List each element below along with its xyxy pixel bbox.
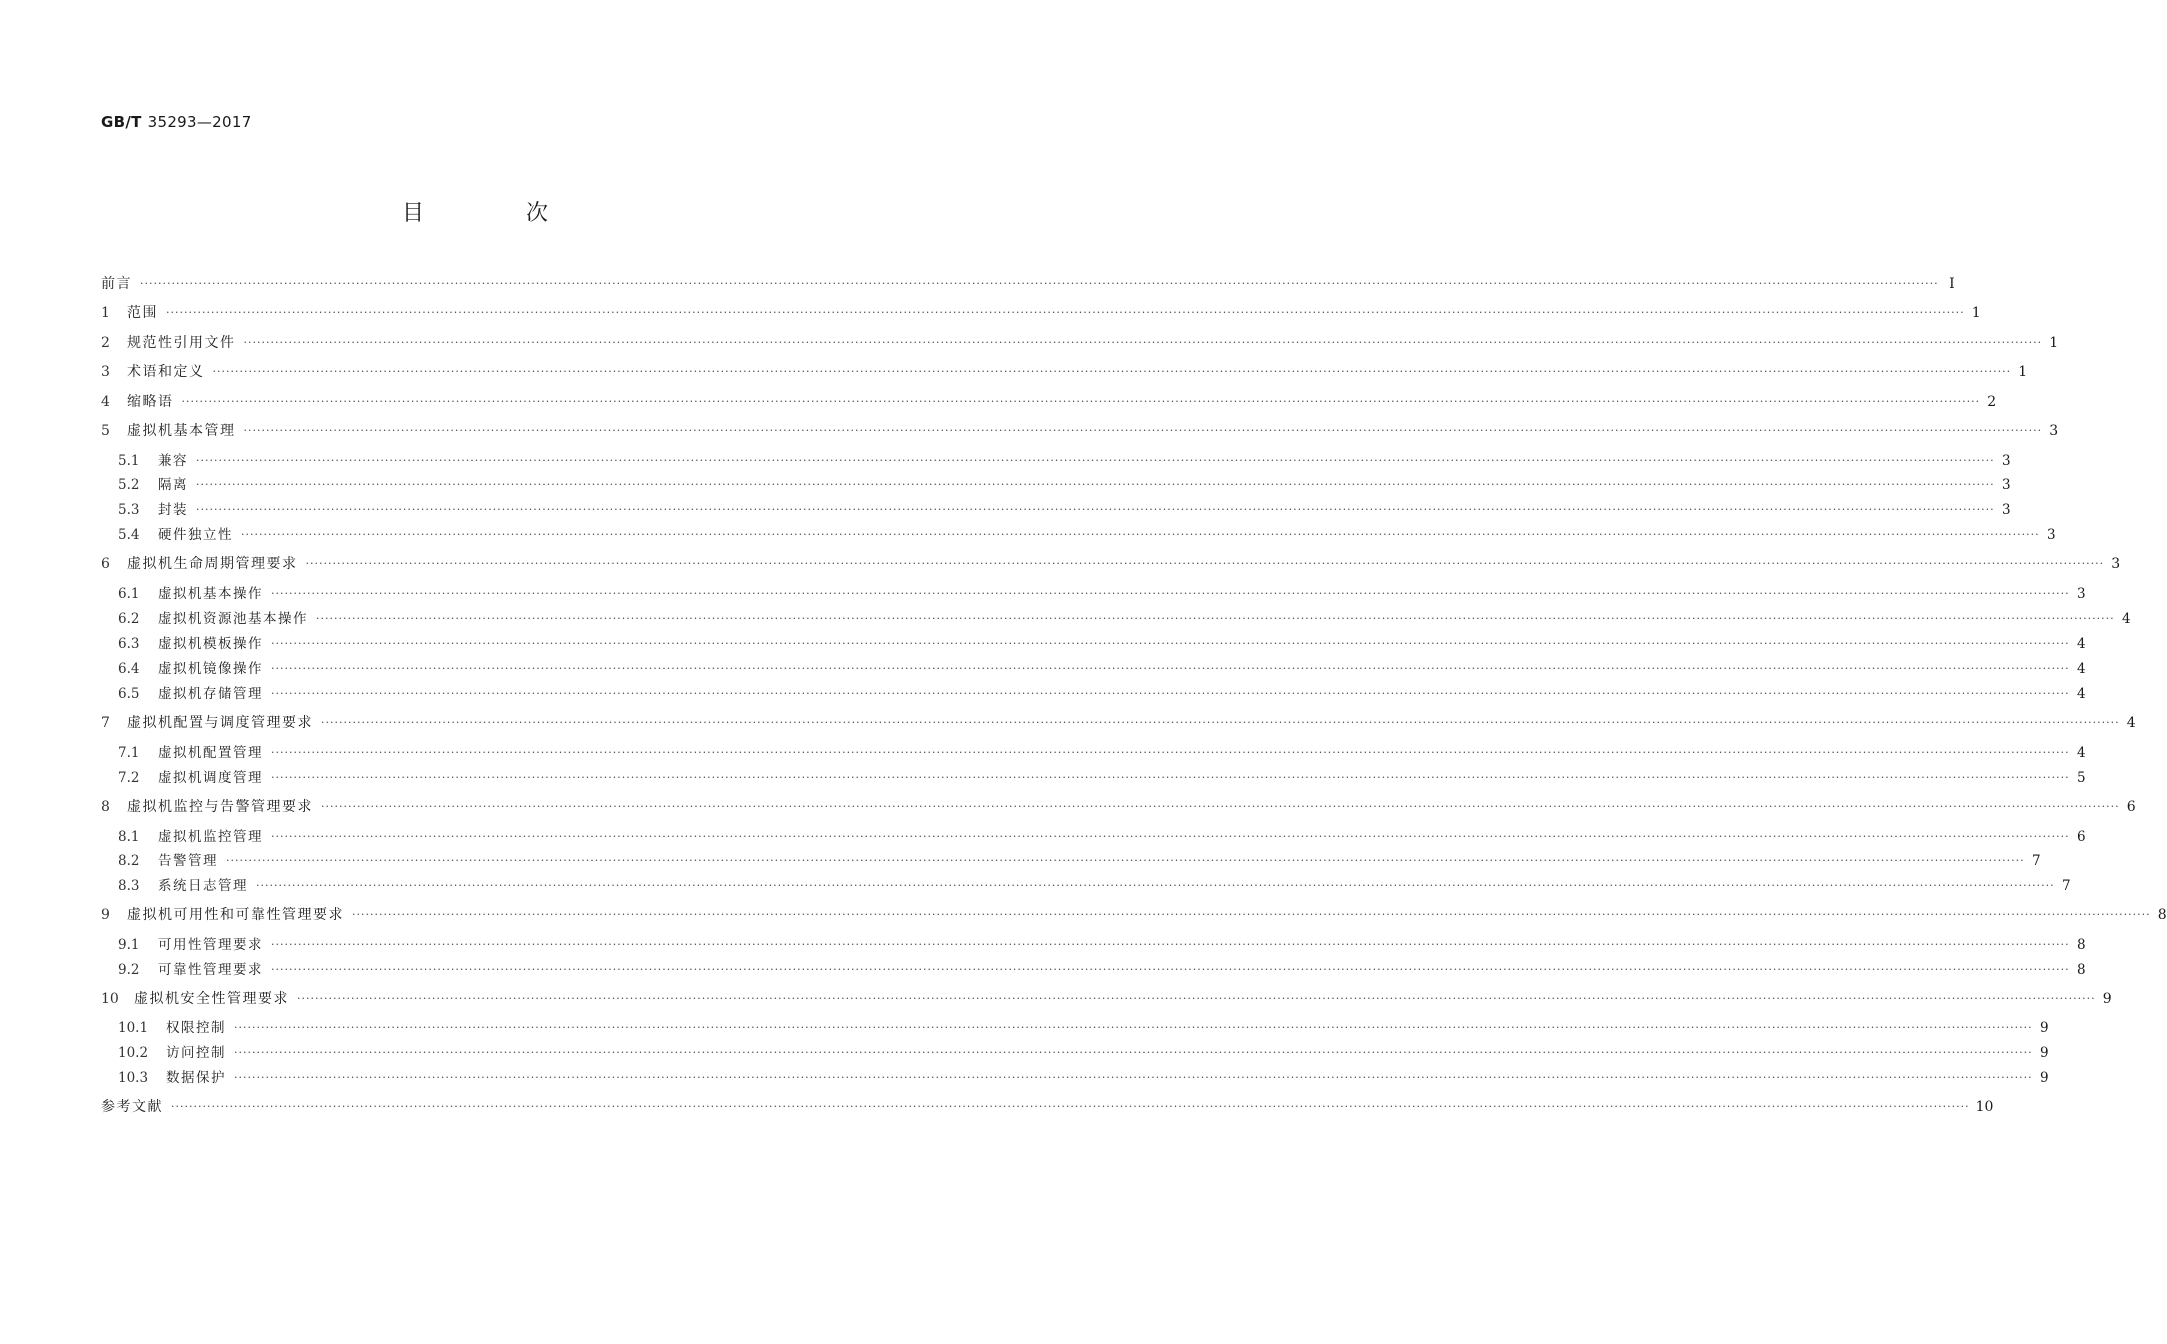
toc-page-number: 3 bbox=[2002, 453, 2011, 469]
toc-number: 1 bbox=[101, 305, 110, 321]
toc-number: 7.2 bbox=[118, 770, 140, 786]
toc-row[interactable] bbox=[101, 958, 2086, 982]
toc-row[interactable] bbox=[101, 552, 2121, 576]
toc-leader-dots: ················································································································································································································································································································································································································ bbox=[271, 687, 2070, 700]
toc-row[interactable] bbox=[101, 657, 2086, 681]
toc-page-number: 9 bbox=[2102, 991, 2112, 1007]
toc-row[interactable] bbox=[101, 874, 2071, 898]
document-code-number: 35293—2017 bbox=[147, 113, 252, 131]
toc-leader-dots: ················································································································································································································································································································································································································ bbox=[271, 587, 2070, 600]
toc-row[interactable] bbox=[101, 331, 2059, 355]
toc-number: 5.4 bbox=[118, 527, 140, 543]
toc-number: 6.5 bbox=[118, 686, 140, 702]
toc-label: 数据保护 bbox=[166, 1070, 226, 1086]
toc-label: 虚拟机安全性管理要求 bbox=[134, 991, 289, 1007]
toc-number: 8 bbox=[101, 799, 110, 815]
toc-number: 6.1 bbox=[118, 586, 140, 602]
toc-label: 硬件独立性 bbox=[158, 527, 233, 543]
toc-leader-dots: ················································································································································································································································································································································································································ bbox=[316, 612, 2115, 625]
toc-label: 虚拟机基本管理 bbox=[127, 423, 236, 439]
toc-page-number: 5 bbox=[2077, 770, 2086, 786]
toc-number: 2 bbox=[101, 335, 110, 351]
toc-leader-dots: ················································································································································································································································································································································································································ bbox=[271, 771, 2070, 784]
toc-row[interactable] bbox=[101, 419, 2059, 443]
toc-number: 8.3 bbox=[118, 878, 140, 894]
toc-leader-dots: ················································································································································································································································································································································································································ bbox=[271, 637, 2070, 650]
toc-leader-dots: ················································································································································································································································································································································································································ bbox=[234, 1046, 2033, 1059]
toc-page-number: 8 bbox=[2157, 907, 2167, 923]
toc-label: 可靠性管理要求 bbox=[158, 962, 263, 978]
toc-leader-dots: ················································································································································································································································································································································································································ bbox=[181, 395, 1981, 408]
toc-row[interactable] bbox=[101, 711, 2136, 735]
toc-page-number: 10 bbox=[1975, 1099, 1994, 1115]
toc-row[interactable] bbox=[101, 903, 2167, 927]
toc-row[interactable] bbox=[101, 607, 2131, 631]
document-code-prefix: GB/T bbox=[101, 113, 142, 131]
toc-page-number: 4 bbox=[2122, 611, 2131, 627]
toc-row[interactable] bbox=[101, 498, 2011, 522]
toc-number: 9.1 bbox=[118, 937, 140, 953]
toc-number: 9 bbox=[101, 907, 110, 923]
toc-row[interactable] bbox=[101, 987, 2112, 1011]
toc-number: 5.1 bbox=[118, 453, 140, 469]
toc-row[interactable] bbox=[101, 682, 2086, 706]
toc-number: 10.1 bbox=[118, 1020, 149, 1036]
toc-leader-dots: ················································································································································································································································································································································································································ bbox=[352, 908, 2151, 921]
toc-number: 6.2 bbox=[118, 611, 140, 627]
toc-label: 虚拟机模板操作 bbox=[158, 636, 263, 652]
toc-leader-dots: ················································································································································································································································································································································································································ bbox=[196, 503, 1995, 516]
toc-label: 隔离 bbox=[158, 477, 188, 493]
toc-label: 缩略语 bbox=[127, 394, 174, 410]
toc-leader-dots: ················································································································································································································································································································································································································ bbox=[226, 854, 2025, 867]
toc-row[interactable] bbox=[101, 741, 2086, 765]
toc-number: 5.2 bbox=[118, 477, 140, 493]
toc-leader-dots: ················································································································································································································································································································································································································ bbox=[212, 365, 2012, 378]
toc-row[interactable] bbox=[101, 390, 1997, 414]
toc-label: 虚拟机生命周期管理要求 bbox=[127, 556, 298, 572]
toc-leader-dots: ················································································································································································································································································································································································································ bbox=[305, 557, 2105, 570]
toc-number: 9.2 bbox=[118, 962, 140, 978]
toc-label: 虚拟机配置与调度管理要求 bbox=[127, 715, 313, 731]
toc-label: 虚拟机监控管理 bbox=[158, 829, 263, 845]
toc-page-number: 9 bbox=[2040, 1070, 2049, 1086]
toc-label: 虚拟机镜像操作 bbox=[158, 661, 263, 677]
toc-page-number: 3 bbox=[2002, 477, 2011, 493]
toc-number: 5 bbox=[101, 423, 110, 439]
toc-row[interactable] bbox=[101, 360, 2028, 384]
toc-page-number: 3 bbox=[2077, 586, 2086, 602]
toc-page-number: 3 bbox=[2047, 527, 2056, 543]
toc-row[interactable] bbox=[101, 301, 1981, 325]
toc-page-number: 2 bbox=[1987, 394, 1997, 410]
toc-page-number: 1 bbox=[2018, 364, 2028, 380]
toc-number: 6.4 bbox=[118, 661, 140, 677]
toc-page-number: 7 bbox=[2062, 878, 2071, 894]
toc-number: 5.3 bbox=[118, 502, 140, 518]
toc-number: 7.1 bbox=[118, 745, 140, 761]
toc-leader-dots: ················································································································································································································································································································································································································ bbox=[196, 478, 1995, 491]
toc-label: 访问控制 bbox=[166, 1045, 226, 1061]
toc-label: 可用性管理要求 bbox=[158, 937, 263, 953]
toc-leader-dots: ················································································································································································································································································································································································································ bbox=[243, 336, 2043, 349]
toc-page-number: 6 bbox=[2077, 829, 2086, 845]
toc-label: 兼容 bbox=[158, 453, 188, 469]
toc-row[interactable] bbox=[101, 449, 2011, 473]
toc-number: 8.1 bbox=[118, 829, 140, 845]
toc-label: 虚拟机配置管理 bbox=[158, 745, 263, 761]
toc-row[interactable] bbox=[101, 582, 2086, 606]
toc-page-number: Ⅰ bbox=[1949, 276, 1955, 292]
toc-number: 4 bbox=[101, 394, 110, 410]
toc-label: 虚拟机监控与告警管理要求 bbox=[127, 799, 313, 815]
toc-row[interactable] bbox=[101, 272, 1955, 296]
toc-label: 前言 bbox=[101, 276, 132, 292]
toc-leader-dots: ················································································································································································································································································································································································································ bbox=[140, 277, 1939, 290]
toc-leader-dots: ················································································································································································································································································································································································································ bbox=[271, 662, 2070, 675]
toc-page-number: 4 bbox=[2077, 745, 2086, 761]
toc-leader-dots: ················································································································································································································································································································································································································ bbox=[166, 306, 1965, 319]
toc-leader-dots: ················································································································································································································································································································································································································ bbox=[271, 963, 2070, 976]
toc-leader-dots: ················································································································································································································································································································································································································ bbox=[234, 1021, 2033, 1034]
toc-leader-dots: ················································································································································································································································································································································································································ bbox=[196, 454, 1995, 467]
toc-page-number: 3 bbox=[2002, 502, 2011, 518]
toc-leader-dots: ················································································································································································································································································································································································································ bbox=[297, 992, 2096, 1005]
toc-row[interactable] bbox=[101, 1066, 2049, 1090]
toc-label: 范围 bbox=[127, 305, 158, 321]
toc-page-number: 1 bbox=[2049, 335, 2059, 351]
toc-row[interactable] bbox=[101, 933, 2086, 957]
toc-number: 10 bbox=[101, 991, 119, 1007]
toc-page-number: 6 bbox=[2126, 799, 2136, 815]
toc-row[interactable] bbox=[101, 632, 2086, 656]
toc-number: 3 bbox=[101, 364, 110, 380]
toc-number: 10.2 bbox=[118, 1045, 149, 1061]
toc-number: 10.3 bbox=[118, 1070, 149, 1086]
toc-page-number: 4 bbox=[2077, 636, 2086, 652]
toc-page-number: 3 bbox=[2049, 423, 2059, 439]
toc-label: 虚拟机调度管理 bbox=[158, 770, 263, 786]
toc-label: 封装 bbox=[158, 502, 188, 518]
toc-page-number: 8 bbox=[2077, 937, 2086, 953]
toc-page-number: 7 bbox=[2032, 853, 2041, 869]
toc-leader-dots: ················································································································································································································································································································································································································ bbox=[271, 938, 2070, 951]
toc-page-number: 4 bbox=[2077, 686, 2086, 702]
toc-page-number: 4 bbox=[2077, 661, 2086, 677]
toc-label: 告警管理 bbox=[158, 853, 218, 869]
toc-number: 6.3 bbox=[118, 636, 140, 652]
toc-row[interactable] bbox=[101, 849, 2041, 873]
toc-label: 虚拟机基本操作 bbox=[158, 586, 263, 602]
toc-page-number: 8 bbox=[2077, 962, 2086, 978]
toc-label: 虚拟机存储管理 bbox=[158, 686, 263, 702]
toc-row[interactable] bbox=[101, 523, 2056, 547]
document-code bbox=[101, 113, 252, 131]
page-title: 目 次 bbox=[401, 201, 588, 226]
toc-number: 6 bbox=[101, 556, 110, 572]
toc-label: 系统日志管理 bbox=[158, 878, 248, 894]
toc-leader-dots: ················································································································································································································································································································································································································ bbox=[243, 424, 2043, 437]
toc-leader-dots: ················································································································································································································································································································································································································ bbox=[171, 1100, 1970, 1113]
toc-number: 8.2 bbox=[118, 853, 140, 869]
toc-leader-dots: ················································································································································································································································································································································································································ bbox=[241, 528, 2040, 541]
toc-leader-dots: ················································································································································································································································································································································································································ bbox=[271, 830, 2070, 843]
toc-label: 规范性引用文件 bbox=[127, 335, 236, 351]
toc-page-number: 4 bbox=[2126, 715, 2136, 731]
toc-leader-dots: ················································································································································································································································································································································································································ bbox=[321, 716, 2120, 729]
toc-page-number: 3 bbox=[2111, 556, 2121, 572]
toc-leader-dots: ················································································································································································································································································································································································································ bbox=[234, 1071, 2033, 1084]
toc-row[interactable] bbox=[101, 1016, 2049, 1040]
toc-row[interactable] bbox=[101, 795, 2136, 819]
toc-label: 术语和定义 bbox=[127, 364, 205, 380]
toc-row[interactable] bbox=[101, 766, 2086, 790]
toc-page-number: 9 bbox=[2040, 1020, 2049, 1036]
toc-label: 虚拟机资源池基本操作 bbox=[158, 611, 308, 627]
toc-page-number: 1 bbox=[1971, 305, 1981, 321]
toc-label: 虚拟机可用性和可靠性管理要求 bbox=[127, 907, 344, 923]
toc-label: 权限控制 bbox=[166, 1020, 226, 1036]
toc-page-number: 9 bbox=[2040, 1045, 2049, 1061]
toc-row[interactable] bbox=[101, 1041, 2049, 1065]
toc-row[interactable] bbox=[101, 1095, 1994, 1119]
toc-row[interactable] bbox=[101, 473, 2011, 497]
toc-leader-dots: ················································································································································································································································································································································································································ bbox=[321, 800, 2120, 813]
toc-leader-dots: ················································································································································································································································································································································································································ bbox=[271, 746, 2070, 759]
toc-leader-dots: ················································································································································································································································································································································································································ bbox=[256, 879, 2055, 892]
toc-number: 7 bbox=[101, 715, 110, 731]
toc-label: 参考文献 bbox=[101, 1099, 163, 1115]
toc-row[interactable] bbox=[101, 825, 2086, 849]
